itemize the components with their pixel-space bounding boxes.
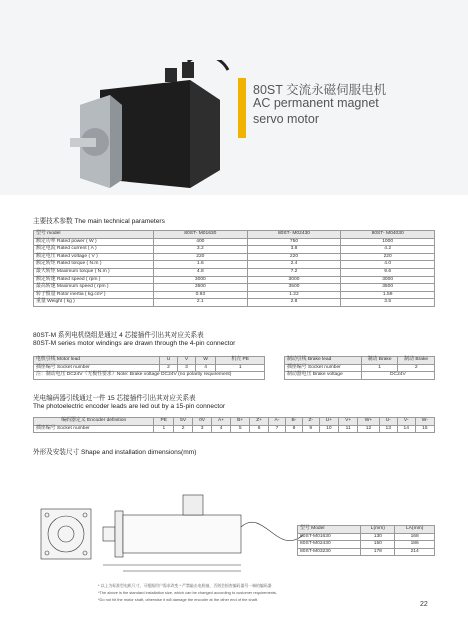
table-cell: 8 — [285, 425, 302, 433]
table-cell: 3000 — [341, 276, 435, 284]
table-row — [298, 548, 435, 556]
table-cell: 130 — [361, 533, 395, 541]
table-cell: 3 — [178, 364, 196, 372]
table-cell: 7.2 — [247, 268, 341, 276]
table-cell: 额定电流 Rated current ( A ) — [34, 246, 154, 254]
table-cell: 3 — [193, 425, 212, 433]
table-cell: 0.93 — [154, 291, 248, 299]
table-cell: 2.4 — [247, 261, 341, 269]
table-cell: 最大转矩 Maximum torque ( N.m ) — [34, 268, 154, 276]
dimension-note-en1: *The above is the standard installation size, which can be changed according to customer requirements. — [98, 590, 278, 595]
table-cell: 13 — [379, 425, 397, 433]
table-cell: 3000 — [247, 276, 341, 284]
table-cell: 186 — [395, 541, 435, 549]
header-cell: U- — [379, 418, 397, 426]
table-cell: 400 — [154, 238, 248, 246]
header-cell: 型号 model — [34, 231, 154, 239]
motor-lead-table — [33, 356, 265, 380]
table-cell: 178 — [361, 548, 395, 556]
table-cell: 168 — [395, 533, 435, 541]
table-cell: 最高转速 Maximum speed ( rpm ) — [34, 284, 154, 292]
servo-motor-image — [70, 60, 230, 190]
table-cell: 80ST-M02430 — [298, 541, 361, 549]
header-cell: 电机引线 Motor lead — [34, 357, 160, 365]
table-cell: 2.8 — [247, 299, 341, 307]
header-cell: V- — [397, 418, 415, 426]
table-cell: 1.6 — [154, 261, 248, 269]
table-cell: 80ST-M01630 — [298, 533, 361, 541]
table-cell: 9 — [302, 425, 319, 433]
table-cell: 2.1 — [154, 299, 248, 307]
table-row — [298, 533, 435, 541]
header-cell: Z+ — [250, 418, 269, 426]
table-cell: 3000 — [154, 276, 248, 284]
header-cell: 编码器定义 Encoder definition — [34, 418, 154, 426]
table-cell: 1 — [216, 364, 265, 372]
table-cell: 6 — [250, 425, 269, 433]
table-cell: 1000 — [341, 238, 435, 246]
dimension-note-en2: *Do not hit the motor shaft, otherwise it will damage the encoder at the other end of the shaft. — [98, 597, 259, 602]
table-cell: 214 — [395, 548, 435, 556]
table-cell: 3500 — [247, 284, 341, 292]
table-cell: 额定功率 Rated power ( W ) — [34, 238, 154, 246]
table-cell: 4.0 — [341, 261, 435, 269]
header-cell: 5V — [174, 418, 193, 426]
table-cell: 插座编号 Socket number — [34, 425, 154, 433]
accent-bar — [238, 78, 246, 138]
header-cell: PE — [154, 418, 174, 426]
brake-note: 注：制动电压 DC24V（无极性要求）Note: Brake voltage DC24V (no polarity requirement) — [34, 372, 265, 380]
table-cell: 插座编号 Socket number — [285, 364, 362, 372]
table-cell: 插座编号 Socket number — [34, 364, 160, 372]
main-params-table — [33, 230, 435, 307]
table-row — [34, 418, 435, 426]
table-cell: 3.5 — [341, 299, 435, 307]
table-row — [34, 291, 435, 299]
table-cell: 2 — [398, 364, 435, 372]
table-cell: 1 — [154, 425, 174, 433]
encoder-title-en: The photoelectric encoder leads are led out by a 15-pin connector — [33, 403, 226, 410]
table-row — [298, 541, 435, 549]
table-cell: 12 — [358, 425, 379, 433]
table-header-row — [34, 231, 435, 239]
table-cell: 220 — [341, 253, 435, 261]
motor-wiring-title-cn: 80ST-M 系列电机绕组是通过 4 芯接插件引出其对应关系表 — [33, 332, 204, 339]
table-cell: 3500 — [341, 284, 435, 292]
table-cell: 220 — [247, 253, 341, 261]
header-cell: 机壳 PE — [216, 357, 265, 365]
table-cell: 1.59 — [341, 291, 435, 299]
main-params-title: 主要技术参数 The main technical parameters — [33, 218, 165, 225]
header-cell: U — [159, 357, 177, 365]
table-cell: 2 — [174, 425, 193, 433]
table-cell: 1.22 — [247, 291, 341, 299]
table-cell: 2 — [159, 364, 177, 372]
installation-drawing — [33, 487, 333, 577]
table-cell: 转子惯量 Rotor inertia ( kg.cm² ) — [34, 291, 154, 299]
header-cell: 制动 Brake — [361, 357, 398, 365]
header-cell: U+ — [319, 418, 339, 426]
brake-table — [284, 356, 435, 380]
header-cell: A+ — [212, 418, 231, 426]
table-row — [34, 299, 435, 307]
table-cell: 10 — [319, 425, 339, 433]
table-row — [34, 253, 435, 261]
header-cell: 80ST- M04030 — [341, 231, 435, 239]
table-cell: 4 — [195, 364, 216, 372]
hero-banner — [0, 0, 468, 195]
table-cell: 220 — [154, 253, 248, 261]
table-cell: 7 — [268, 425, 285, 433]
table-cell: 3.2 — [154, 246, 248, 254]
table-cell: 4.8 — [154, 268, 248, 276]
table-cell: 重量 Weight ( kg ) — [34, 299, 154, 307]
header-cell: 制动 Brake — [398, 357, 435, 365]
table-cell: 150 — [361, 541, 395, 549]
table-cell: 3500 — [154, 284, 248, 292]
table-cell: 80ST-M03230 — [298, 548, 361, 556]
header-cell: 80ST- M01630 — [154, 231, 248, 239]
table-cell: 11 — [339, 425, 358, 433]
page-number: 22 — [420, 601, 428, 608]
table-cell: 制动器电压 Brake voltage — [285, 372, 362, 380]
table-cell: DC24V — [361, 372, 434, 380]
table-row — [34, 238, 435, 246]
table-cell: 4 — [212, 425, 231, 433]
table-cell: 3.8 — [247, 246, 341, 254]
header-cell: V — [178, 357, 196, 365]
table-cell: 9.6 — [341, 268, 435, 276]
dimension-note-cn: * 以上为标准型电机尺寸，可根据用户需求改变 * 严禁敲击电机轴，否则会损害编码器另一端的编码器 — [98, 583, 272, 588]
encoder-table — [33, 417, 435, 433]
table-row — [34, 268, 435, 276]
table-cell: 5 — [231, 425, 250, 433]
header-cell: Z- — [302, 418, 319, 426]
table-cell: 4.2 — [341, 246, 435, 254]
header-cell: V+ — [339, 418, 358, 426]
table-cell: 额定转矩 Rated torque ( N.m ) — [34, 261, 154, 269]
table-row — [34, 276, 435, 284]
header-cell: W — [195, 357, 216, 365]
table-row — [34, 261, 435, 269]
table-cell: 14 — [397, 425, 415, 433]
header-cell: 制动引线 Brake lead — [285, 357, 362, 365]
table-cell: 额定转速 Rated speed ( rpm ) — [34, 276, 154, 284]
table-cell: 750 — [247, 238, 341, 246]
header-cell: 0V — [193, 418, 212, 426]
table-row — [34, 425, 435, 433]
dimensions-table — [297, 525, 435, 556]
dimensions-title: 外形及安装尺寸 Shape and installation dimensions(mm) — [33, 449, 197, 456]
header-cell: 型号 Model — [298, 526, 361, 534]
title-en-line2: servo motor — [253, 112, 319, 126]
header-cell: W- — [415, 418, 434, 426]
title-cn: 80ST 交流永磁伺服电机 — [253, 83, 387, 97]
table-cell: 1 — [361, 364, 398, 372]
header-cell: LA(mm) — [395, 526, 435, 534]
header-cell: A- — [268, 418, 285, 426]
header-cell: 80ST- M02430 — [247, 231, 341, 239]
motor-wiring-title-en: 80ST-M series motor windings are drawn through the 4-pin connector — [33, 340, 236, 347]
header-cell: B+ — [231, 418, 250, 426]
title-en-line1: AC permanent magnet — [253, 96, 379, 110]
header-cell: B- — [285, 418, 302, 426]
table-row — [34, 246, 435, 254]
header-cell: L(mm) — [361, 526, 395, 534]
encoder-title-cn: 光电编码器引线通过一件 15 芯接插件引出其对应关系表 — [33, 395, 196, 402]
header-cell: W+ — [358, 418, 379, 426]
table-cell: 15 — [415, 425, 434, 433]
table-cell: 额定电压 Rated voltage ( V ) — [34, 253, 154, 261]
table-row — [34, 284, 435, 292]
